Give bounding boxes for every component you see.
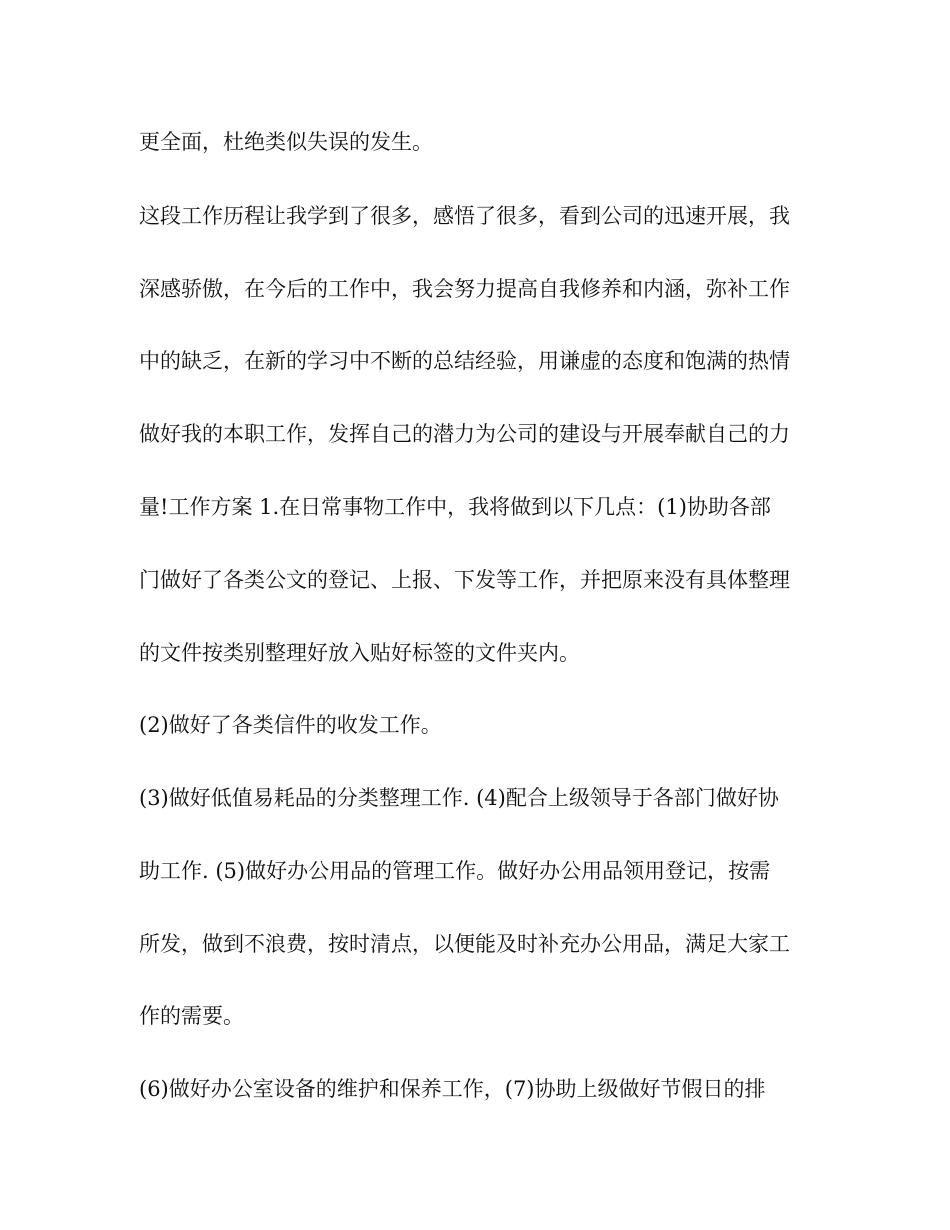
text-line-14: (6)做好办公室设备的维护和保养工作，(7)协助上级做好节假日的排 [139, 1077, 766, 1101]
text-line-12: 所发，做到不浪费，按时清点，以便能及时补充办公用品，满足大家工 [139, 932, 790, 956]
text-line-4: 中的缺乏，在新的学习中不断的总结经验，用谦虚的态度和饱满的热情 [139, 349, 790, 373]
text-line-9: (2)做好了各类信件的收发工作。 [139, 713, 442, 737]
text-line-7: 门做好了各类公文的登记、上报、下发等工作，并把原来没有具体整理 [139, 568, 790, 592]
text-line-13: 作的需要。 [139, 1004, 244, 1028]
text-line-6: 量!工作方案 1.在日常事物工作中，我将做到以下几点：(1)协助各部 [139, 495, 771, 519]
text-line-2: 这段工作历程让我学到了很多，感悟了很多，看到公司的迅速开展，我 [139, 204, 790, 228]
text-line-5: 做好我的本职工作，发挥自己的潜力为公司的建设与开展奉献自己的力 [139, 422, 790, 446]
text-line-11: 助工作. (5)做好办公用品的管理工作。做好办公用品领用登记，按需 [139, 859, 771, 883]
text-line-3: 深感骄傲，在今后的工作中，我会努力提高自我修养和内涵，弥补工作 [139, 277, 790, 301]
text-line-10: (3)做好低值易耗品的分类整理工作. (4)配合上级领导于各部门做好协 [139, 786, 779, 810]
text-line-1: 更全面，杜绝类似失误的发生。 [139, 130, 433, 154]
text-line-8: 的文件按类别整理好放入贴好标签的文件夹内。 [139, 641, 580, 665]
